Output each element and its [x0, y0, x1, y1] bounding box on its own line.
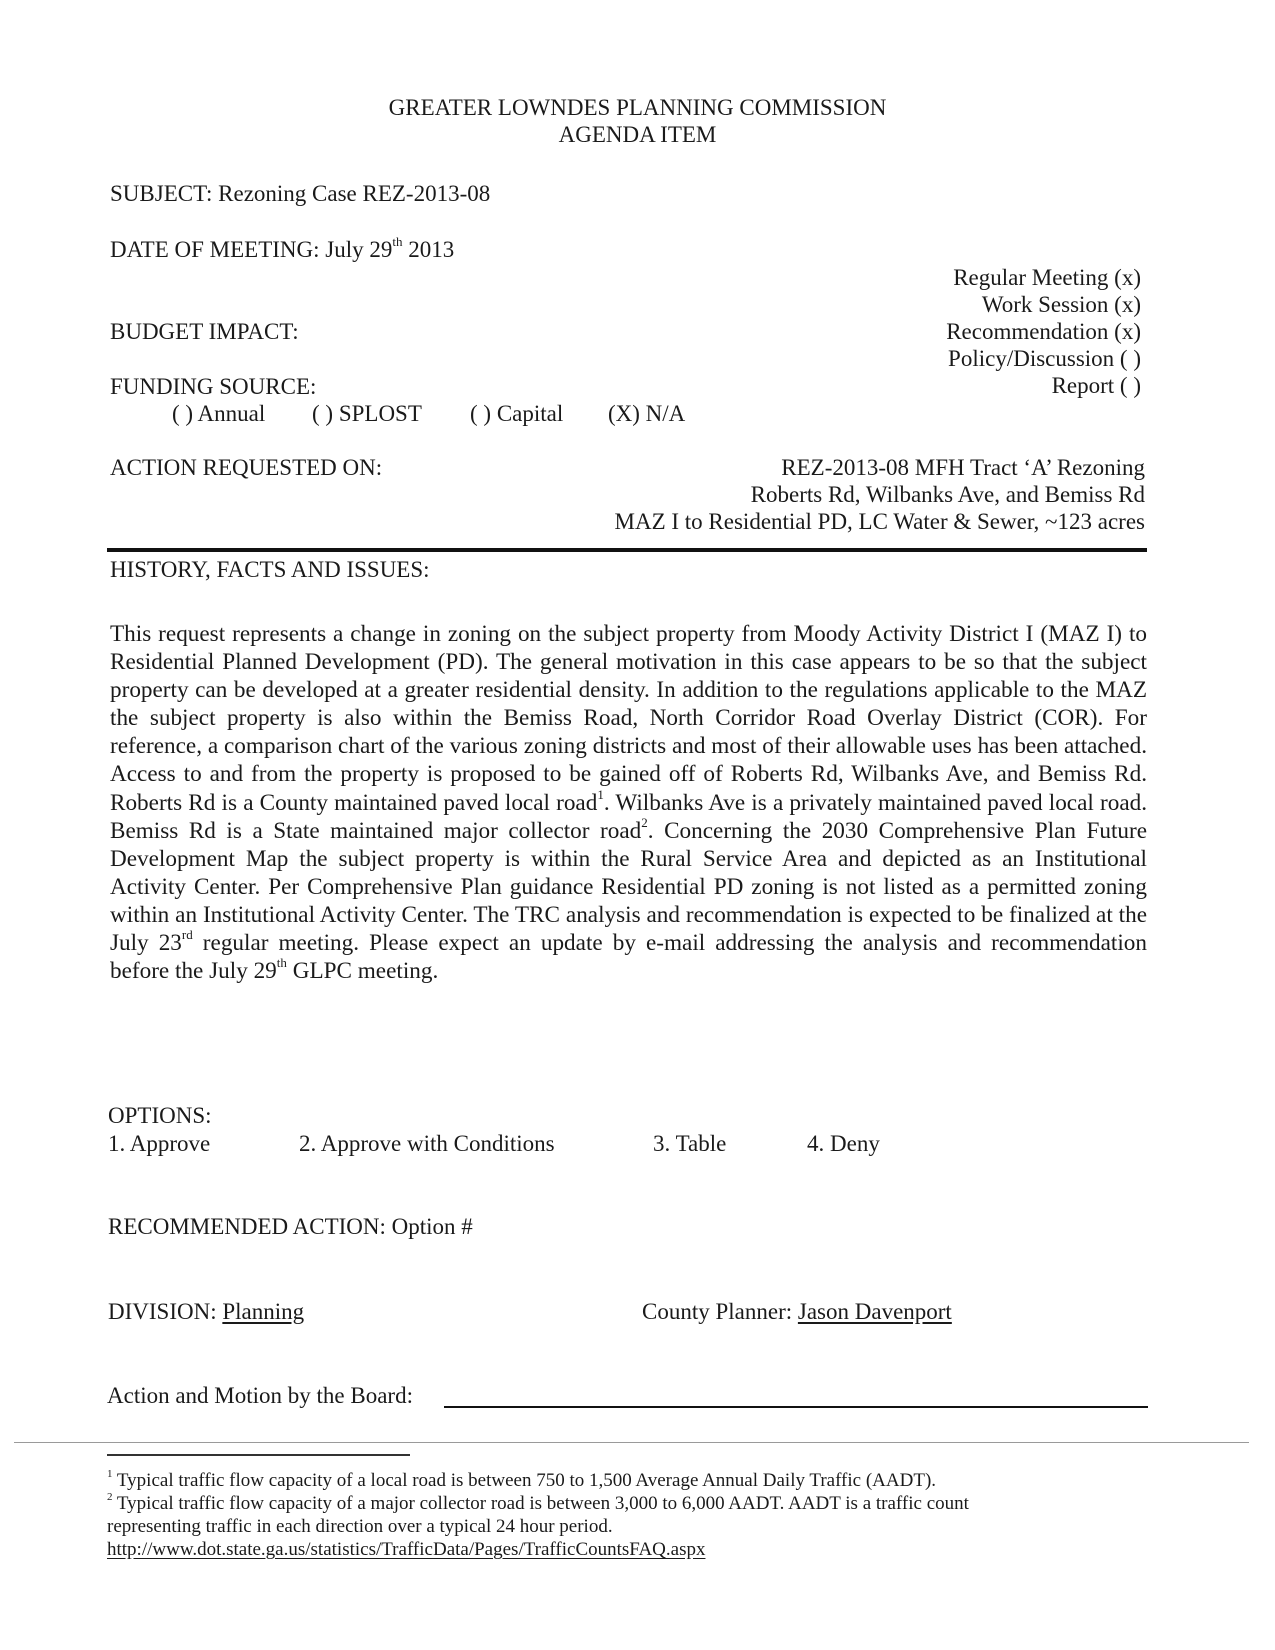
- action-requested-line-3: MAZ I to Residential PD, LC Water & Sewer, ~123 acres: [614, 509, 1145, 534]
- meeting-type-policy-discussion: Policy/Discussion ( ): [948, 346, 1141, 371]
- meeting-type-list: [946, 264, 1141, 399]
- footnote-ref-2: 2: [641, 814, 648, 830]
- footnote-rule: [107, 1454, 410, 1456]
- meeting-type-report: Report ( ): [1051, 373, 1141, 398]
- county-planner-label: County Planner:: [642, 1299, 793, 1324]
- footnote-2-continued: representing traffic in each direction over a typical 24 hour period.: [107, 1516, 613, 1537]
- county-planner-line: [642, 1298, 952, 1325]
- page-separator: [14, 1442, 1249, 1443]
- option-table: 3. Table: [653, 1131, 727, 1156]
- footnote-link[interactable]: http://www.dot.state.ga.us/statistics/TrafficData/Pages/TrafficCountsFAQ.aspx: [107, 1539, 706, 1560]
- footnote-1: $^1$ Typical traffic flow capacity of a local road is between 750 to 1,500 Average Annual Daily Traffic (AADT).: [107, 1467, 937, 1491]
- history-label: HISTORY, FACTS AND ISSUES:: [110, 557, 430, 582]
- funding-option-annual: ( ) Annual: [172, 401, 266, 426]
- options-label: OPTIONS:: [108, 1103, 212, 1128]
- funding-option-na: (X) N/A: [608, 401, 686, 426]
- footnote-2: $^2$ Typical traffic flow capacity of a major collector road is between 3,000 to 6,000 AADT. AADT is a traffic count: [107, 1490, 969, 1514]
- division-label: DIVISION:: [108, 1299, 217, 1324]
- meeting-type-recommendation: Recommendation (x): [946, 319, 1141, 344]
- section-divider: [107, 548, 1147, 552]
- organization-title: GREATER LOWNDES PLANNING COMMISSION: [388, 95, 887, 120]
- meeting-date-value: July 29th 2013: [325, 234, 455, 262]
- board-action-label: Action and Motion by the Board:: [107, 1383, 413, 1408]
- subject-line: [110, 180, 490, 207]
- meeting-date-label: DATE OF MEETING:: [110, 237, 320, 262]
- action-requested-label: ACTION REQUESTED ON:: [110, 455, 383, 480]
- meeting-type-work-session: Work Session (x): [981, 292, 1141, 317]
- history-paragraph: This request represents a change in zoning on the subject property from Moody Activity District I (MAZ I) to Residential Planned Development (PD). The general motivation in this case appears to be so that the subject property can be developed at a greater residential density. In addition to the regulations applicable to the MAZ the subject property is also within the Bemiss Road, North Corridor Road Overlay District (COR). For reference, a comparison chart of the various zoning districts and most of their allowable uses has been attached. Access to and from the property is proposed to be gained off of Roberts Rd, Wilbanks Ave, and Bemiss Rd. Roberts Rd is a County maintained paved local road$^1$. Wilbanks Ave is a privately maintained paved local road. Bemiss Rd is a State maintained major collector road$^2$. Concerning the 2030 Comprehensive Plan Future Development Map the subject property is within the Rural Service Area and depicted as an Institutional Activity Center. Per Comprehensive Plan guidance Residential PD zoning is not listed as a permitted zoning within an Institutional Activity Center. The TRC analysis and recommendation is expected to be finalized at the July 23rd regular meeting. Please expect an update by e-mail addressing the analysis and recommendation before the July 29th GLPC meeting.: [110, 621, 1147, 985]
- division-value: Planning: [222, 1299, 305, 1324]
- footnote-ref-1: 1: [597, 786, 604, 802]
- division-line: [108, 1298, 304, 1325]
- funding-option-splost: ( ) SPLOST: [312, 401, 422, 426]
- funding-source-label: FUNDING SOURCE:: [110, 374, 317, 399]
- document-type-title: AGENDA ITEM: [558, 122, 717, 147]
- funding-option-capital: ( ) Capital: [470, 401, 564, 426]
- budget-impact-label: BUDGET IMPACT:: [110, 319, 299, 344]
- option-approve: 1. Approve: [108, 1131, 211, 1156]
- option-approve-with-conditions: 2. Approve with Conditions: [299, 1131, 555, 1156]
- recommended-action: RECOMMENDED ACTION: Option #: [108, 1214, 473, 1239]
- county-planner-value: Jason Davenport: [797, 1299, 952, 1324]
- subject-label: SUBJECT:: [110, 181, 213, 206]
- option-deny: 4. Deny: [807, 1131, 880, 1156]
- meeting-date-line: [110, 236, 454, 263]
- subject-value: Rezoning Case REZ-2013-08: [218, 181, 491, 206]
- meeting-type-regular: Regular Meeting (x): [953, 265, 1141, 290]
- action-requested-details: [615, 454, 1145, 535]
- action-requested-line-2: Roberts Rd, Wilbanks Ave, and Bemiss Rd: [750, 482, 1145, 507]
- board-action-blank-line: [444, 1406, 1148, 1408]
- action-requested-line-1: REZ-2013-08 MFH Tract ‘A’ Rezoning: [781, 455, 1145, 480]
